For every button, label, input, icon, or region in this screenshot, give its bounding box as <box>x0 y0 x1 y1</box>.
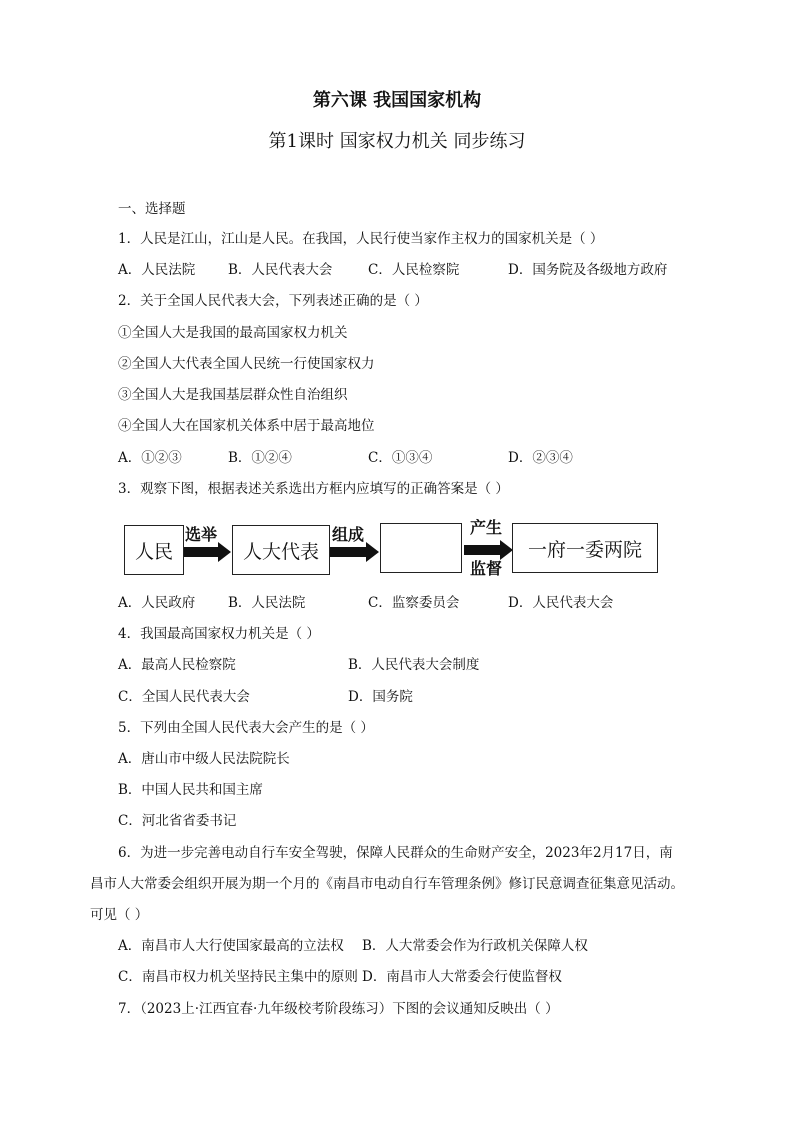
diagram-box-institutions: 一府一委两院 <box>512 523 658 573</box>
diagram-box-people: 人民 <box>124 525 184 575</box>
q6-option-b: B．人大常委会作为行政机关保障人权 <box>362 938 588 954</box>
q7-stem: 7．（2023上·江西宜春·九年级校考阶段练习）下图的会议通知反映出（ ） <box>118 1001 559 1017</box>
q2-statement-1: ①全国人大是我国的最高国家权力机关 <box>118 325 348 341</box>
q1-option-d: D．国务院及各级地方政府 <box>508 262 668 278</box>
q1-option-c: C．人民检察院 <box>368 262 460 278</box>
section-label: 一、选择题 <box>118 201 186 217</box>
q6-stem-line1: 6．为进一步完善电动自行车安全驾驶，保障人民群众的生命财产安全，2023年2月17日，南 <box>118 845 673 861</box>
q4-option-c: C．全国人民代表大会 <box>118 689 250 705</box>
q4-option-b: B．人民代表大会制度 <box>348 657 480 673</box>
right-arrow-icon <box>184 542 232 562</box>
q3-option-c: C．监察委员会 <box>368 595 460 611</box>
q6-option-a: A．南昌市人大行使国家最高的立法权 <box>118 938 344 954</box>
q2-statement-3: ③全国人大是我国基层群众性自治组织 <box>118 387 348 403</box>
q5-option-b: B．中国人民共和国主席 <box>118 782 263 798</box>
relationship-diagram <box>124 516 664 578</box>
q4-stem: 4．我国最高国家权力机关是（ ） <box>118 626 320 642</box>
q2-stem: 2．关于全国人民代表大会，下列表述正确的是（ ） <box>118 293 428 309</box>
diagram-arrow2-label: 组成 <box>332 525 365 544</box>
q5-option-c: C．河北省省委书记 <box>118 813 237 829</box>
q3-option-b: B．人民法院 <box>228 595 306 611</box>
q3-option-a: A．人民政府 <box>118 595 196 611</box>
q2-statement-2: ②全国人大代表全国人民统一行使国家权力 <box>118 356 375 372</box>
diagram-arrow1-label: 选举 <box>185 525 218 544</box>
right-arrow-icon <box>330 542 380 562</box>
q1-option-a: A．人民法院 <box>118 262 196 278</box>
page-subtitle: 第1课时 国家权力机关 同步练习 <box>268 131 526 152</box>
q4-option-d: D．国务院 <box>348 689 413 705</box>
q2-option-d: D．②③④ <box>508 450 573 466</box>
diagram-blank-box <box>380 523 462 573</box>
q1-stem: 1．人民是江山，江山是人民。在我国，人民行使当家作主权力的国家机关是（ ） <box>118 231 604 247</box>
q6-stem-line3: 可见（ ） <box>90 907 149 923</box>
q3-option-d: D．人民代表大会 <box>508 595 614 611</box>
q5-stem: 5．下列由全国人民代表大会产生的是（ ） <box>118 720 374 736</box>
q2-statement-4: ④全国人大在国家机关体系中居于最高地位 <box>118 418 375 434</box>
diagram-arrow3-bottom-label: 监督 <box>470 559 503 578</box>
q2-option-a: A．①②③ <box>118 450 182 466</box>
q5-option-a: A．唐山市中级人民法院院长 <box>118 751 290 767</box>
q6-stem-line2: 昌市人大常委会组织开展为期一个月的《南昌市电动自行车管理条例》修订民意调查征集意见活动。 <box>90 876 684 892</box>
diagram-arrow3-top-label: 产生 <box>470 518 503 537</box>
q6-option-c: C．南昌市权力机关坚持民主集中的原则 <box>118 969 358 985</box>
q2-option-c: C．①③④ <box>368 450 433 466</box>
diagram-box-deputies: 人大代表 <box>232 525 330 575</box>
q6-option-d: D．南昌市人大常委会行使监督权 <box>362 969 562 985</box>
page-title: 第六课 我国国家机构 <box>312 90 482 111</box>
q1-option-b: B．人民代表大会 <box>228 262 333 278</box>
q2-option-b: B．①②④ <box>228 450 292 466</box>
q3-stem: 3．观察下图，根据表述关系选出方框内应填写的正确答案是（ ） <box>118 481 509 497</box>
q4-option-a: A．最高人民检察院 <box>118 657 236 673</box>
